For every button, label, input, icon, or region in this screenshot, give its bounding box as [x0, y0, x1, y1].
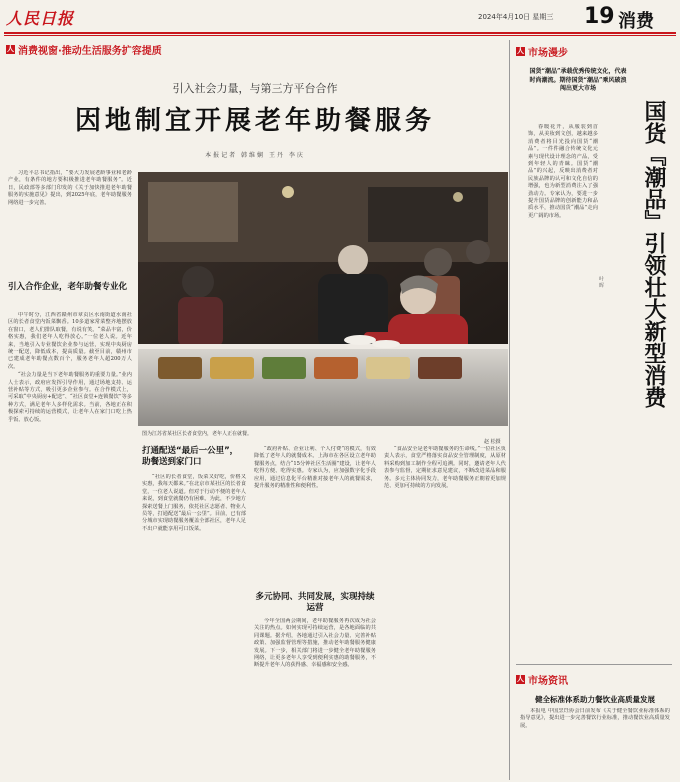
issue-date: 2024年4月10日 星期三 — [478, 13, 554, 21]
section-rule — [516, 664, 672, 665]
column-header-consumption-window — [6, 42, 162, 57]
opinion-body-left: 春暖花开，从服装到首饰，从美妆到文创，越来越多消费者将目光投向国货“潮品”。一件件融合传统文化元素与现代设计理念的产品，受到年轻人的青睐。国货“潮品”的兴起，反映出消费者对民族品牌的认可和文化自信的增强，也为新型消费注入了强劲动力。专家认为，要进一步提升国货品牌的创新能力和品质水平，推动国货“潮品”走向更广阔的市场。 — [528, 124, 598, 219]
opinion-title: 国货『潮品』引领壮大新型消费 — [641, 100, 666, 408]
photo-caption: 图为江苏省某社区长者食堂内，老年人正在就餐。 — [142, 431, 253, 437]
subhead-last-mile: 打通配送“最后一公里”，助餐送到家门口 — [142, 446, 239, 467]
article-column-4: “政府补贴、企业让利、个人付费”的模式，有效降低了老年人的就餐成本。上海市在各区设立老年助餐服务点，结合“15分钟社区生活圈”建设，让老年人吃得方便、吃得实惠。专家认为，应加强数字化手段应用，通过信息化平台精准对接老年人的就餐需求，提升服务的精准性和便利性。 — [254, 446, 376, 490]
column-header-market-stroll — [516, 44, 568, 59]
section-marker-icon: 人 — [517, 675, 524, 683]
news-brief-body: 本报电 中国烹饪协会日前发布《关于健全餐饮业标准体系的指导意见》，提出进一步完善餐饮行业标准，推动餐饮业高质量发展。 — [520, 708, 670, 729]
subhead-sustainable-operation: 多元协同、共同发展，实现持续运营 — [255, 592, 375, 613]
top-rule-thin — [4, 35, 676, 36]
article-photo — [138, 172, 508, 426]
subhead-partner-enterprises: 引入合作企业，老年助餐专业化 — [8, 282, 128, 292]
opinion-teaser: 国货“潮品”承载优秀传统文化，代表时尚潮流。期待国货“潮品”乘风破浪闯出更大市场 — [529, 68, 627, 92]
article-headline: 因地制宜开展老年助餐服务 — [74, 106, 435, 136]
column-header-market-news — [516, 672, 568, 687]
top-rule — [4, 32, 676, 34]
column-header-label: 市场资讯 — [528, 676, 568, 687]
section-marker-icon: 人 — [517, 47, 524, 55]
article-column-3: “社区的长者食堂，饭菜又好吃，价格又实惠，我每天都来。”在北京市某社区的长者食堂，一位老人说道。但对于行动不便的老年人来说，到食堂就餐仍有困难。为此，不少地方探索送餐上门服务，依托社区志愿者、物业人员等，打通配送“最后一公里”。目前，已有部分城市实现助餐服务覆盖全部社区，老年人足不出户就能享用可口饭菜。 — [142, 474, 246, 532]
section-marker-icon: 人 — [7, 45, 14, 53]
column-header-label: 市场漫步 — [528, 48, 568, 59]
article-column-1: 中午时分，江西省赣州市章贡区水南街道水南社区的长者食堂内饭菜飘香。10多道家常菜整齐地摆放在窗口，老人们排队取餐，有说有笑。“菜品丰富，价格实惠，我们老年人吃得放心。”一位老人说。近年来，当地引入专业餐饮企业参与运营，实现中央厨房统一配送，降低成本，提高质量。截至目前，赣州市已建成老年助餐点数百个，服务老年人超200万人次。 “社会力量是当下老年助餐服务的重要力量。”业内人士表示，政府应发挥引导作用，通过场地支持、运营补贴等方式，吸引更多企业参与。在合作模式上，可采取“中央厨房+配送”、“社区食堂+连锁餐饮”等多种方式，满足老年人多样化需求。当前，各地正在积极探索可持续的运营模式，让老年人在家门口吃上热乎饭、放心饭。 — [8, 312, 132, 423]
article-byline: 本报记者 韩维娴 王丹 李庆 — [205, 152, 305, 159]
photo-credit: 赵 松摄 — [484, 439, 501, 445]
masthead — [0, 0, 680, 32]
opinion-author: 叶 晖 — [598, 276, 604, 288]
column-header-label: 消费视窗·推动生活服务扩容提质 — [18, 46, 162, 57]
news-brief-title: 健全标准体系助力餐饮业高质量发展 — [535, 695, 655, 704]
article-intro: 习近平总书记指出，“要大力发展老龄事业和老龄产业，有条件的地方要积极推进老年助餐服务”。近日，民政部等多部门印发的《关于加快推进老年助餐服务的实施意见》提出，到2025年底，老年助餐服务网络进一步完善。 — [8, 170, 132, 206]
article-column-6: “食品安全是老年助餐服务的生命线。”一位社区负责人表示，食堂严格落实食品安全管理制度，从原材料采购到加工制作全程可追溯。同时，邀请老年人代表参与监督，定期征求意见建议，不断改进菜品和服务。多元主体协同发力，老年助餐服务正朝着更加规范、更加可持续的方向发展。 — [384, 446, 506, 490]
article-column-5: 今年全国两会期间，老年助餐服务再次成为社会关注的热点。如何实现可持续运营，是各地面临的共同课题。据介绍，各地通过引入社会力量、完善补贴政策、加强监督管理等措施，推动老年助餐服务健康发展。下一步，相关部门将进一步健全老年助餐服务网络，让更多老年人享受到便利实惠的助餐服务，不断提升老年人的获得感、幸福感和安全感。 — [254, 618, 376, 669]
section-title: 消费 — [618, 11, 654, 32]
newspaper-logo: 人民日报 — [6, 9, 75, 28]
page-number: 19 — [584, 4, 615, 29]
photo-elderly-dining-illustration — [138, 172, 508, 426]
article-kicker: 引入社会力量，与第三方平台合作 — [172, 82, 338, 95]
